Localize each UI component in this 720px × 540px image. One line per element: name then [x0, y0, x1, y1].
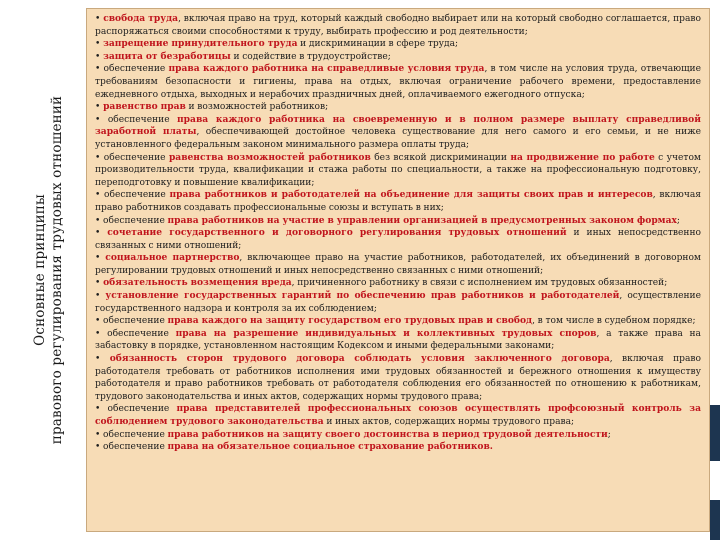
principle-text: , включая право на труд, который каждый свободно выбирает или на который свободно соглашается, право распоряжаться своими способностями к труду, выбирать профессию и род деятельности; [95, 14, 701, 37]
principle-text: и возможностей работников; [185, 102, 329, 113]
decor-block [710, 500, 720, 540]
principle-highlight: права работников на участие в управлении организацией в предусмотренных законом формах [167, 214, 677, 226]
principle-text: • обеспечение [95, 152, 169, 163]
principle-item [95, 403, 701, 428]
principle-text: • обеспечение [95, 442, 168, 453]
principle-text: , включая право работодателя требовать от работников исполнения ими трудовых обязанностей и бережного отношения к имуществу работодателя и право работников требовать от работодателя соблюдения его обязанностей по отношению к работникам, трудового законодательства и иных актов, содержащих нормы трудового права; [95, 354, 701, 402]
principle-text: , в том числе на условия труда, отвечающие требованиям безопасности и гигиены, права на отдых, включая ограничение рабочего времени, предоставление ежедневного отдыха, выходных и нерабочих праздничных дней, оплачиваемого ежегодного отпуска; [95, 64, 701, 100]
principle-text: • [95, 278, 104, 289]
principle-highlight: сочетание государственного и договорного регулирования трудовых отношений [107, 227, 567, 239]
principle-text: , в том числе в судебном порядке; [532, 316, 696, 327]
principle-highlight: права каждого работника на своевременную и в полном размере выплату справедливой заработной платы [95, 113, 701, 138]
principle-text: • обеспечение [95, 404, 177, 415]
principle-item [95, 227, 701, 252]
principle-highlight: права на разрешение индивидуальных и коллективных трудовых споров [175, 327, 597, 339]
principle-item [95, 13, 701, 38]
principle-highlight: равенства возможностей работников [168, 151, 371, 163]
right-edge-decoration [710, 0, 720, 540]
side-title-line-1: Основные принципы [32, 194, 48, 346]
principles-list [95, 13, 701, 454]
principle-item [95, 51, 701, 64]
principle-highlight: права каждого на защиту государством его трудовых прав и свобод [167, 315, 533, 327]
principle-item [95, 315, 701, 328]
principle-highlight: права работников и работодателей на объединение для защиты своих прав и интересов [169, 189, 653, 201]
principle-text: ; [676, 215, 680, 226]
principle-item [95, 290, 701, 315]
principle-text: , обеспечивающей достойное человека существование для него самого и его семьи, и не ниже установленного федеральным законом минимального размера оплаты труда; [95, 127, 701, 150]
principle-item [95, 328, 701, 353]
principle-text: • [95, 39, 104, 50]
principle-text: и иных непосредственно связанных с ними отношений; [95, 228, 701, 251]
principle-item [95, 215, 701, 228]
side-title [18, 20, 80, 520]
principle-highlight: социальное партнерство [105, 252, 240, 264]
principle-highlight: свобода труда [103, 13, 179, 24]
principle-highlight: равенство прав [103, 101, 186, 113]
principle-text: • обеспечение [95, 215, 168, 226]
principle-text: , включающее право на участие работников, работодателей, их объединений в договорном регулировании трудовых отношений и иных непосредственно связанных с ними отношений; [95, 253, 701, 276]
principle-text: и содействие в трудоустройстве; [230, 51, 391, 62]
principle-text: • [95, 51, 104, 62]
principle-text: с учетом производительности труда, квалификации и стажа работы по специальности, а также на профессиональную подготовку, переподготовку и повышение квалификации; [95, 152, 701, 188]
principle-highlight: права работников на защиту своего достоинства в период трудовой деятельности [167, 428, 608, 440]
principle-text: без всякой дискриминации [370, 152, 511, 163]
principle-highlight: права на обязательное социальное страхование работников. [167, 441, 493, 453]
principle-text: • [95, 253, 106, 264]
principle-highlight: на продвижение по работе [510, 151, 655, 163]
principle-text: , включая право работников создавать профессиональные союзы и вступать в них; [95, 190, 702, 213]
principle-item [95, 429, 701, 442]
principle-text: • обеспечение [95, 64, 169, 75]
principle-text: • обеспечение [95, 316, 168, 327]
principle-highlight: запрещение принудительного труда [103, 38, 298, 50]
principle-text: ; [607, 429, 611, 440]
decor-block [710, 405, 720, 461]
principle-text: • обеспечение [95, 429, 168, 440]
principle-item [95, 114, 701, 152]
principle-item [95, 63, 701, 101]
principle-item [95, 152, 701, 190]
principle-item [95, 441, 701, 454]
side-title-line-2: правового регулирования трудовых отношений [49, 95, 65, 445]
principle-item [95, 252, 701, 277]
principles-panel [86, 8, 710, 532]
principle-text: • [95, 291, 106, 302]
principle-highlight: права каждого работника на справедливые условия труда [168, 63, 485, 75]
principle-text: • [95, 102, 104, 113]
principle-text: , причиненного работнику в связи с исполнением им трудовых обязанностей; [291, 278, 668, 289]
principle-text: , а также права на забастовку в порядке, установленном настоящим Кодексом и иными федеральными законами; [95, 328, 701, 352]
principle-item [95, 101, 701, 114]
principle-item [95, 38, 701, 51]
principle-item [95, 353, 701, 403]
principle-text: • [95, 354, 110, 365]
principle-text: и дискриминации в сфере труда; [297, 39, 459, 50]
principle-highlight: обязанность сторон трудового договора соблюдать условия заключенного договора [109, 353, 610, 365]
side-panel [0, 0, 85, 540]
principle-text: • обеспечение [95, 114, 178, 125]
principle-highlight: обязательность возмещения вреда [103, 277, 292, 289]
principle-text: • обеспечение [95, 190, 170, 201]
principle-highlight: права представителей профессиональных союзов осуществлять профсоюзный контроль за соблюдением трудового законодательства [95, 403, 701, 427]
principle-highlight: установление государственных гарантий по обеспечению прав работников и работодателей [105, 290, 620, 302]
principle-item [95, 189, 701, 214]
principle-text: • обеспечение [95, 328, 176, 339]
principle-item [95, 277, 701, 290]
principle-highlight: защита от безработицы [103, 50, 231, 62]
principle-text: • [95, 14, 104, 24]
principle-text: , осуществление государственного надзора и контроля за их соблюдением; [95, 291, 701, 314]
principle-text: и иных актов, содержащих нормы трудового права; [323, 417, 575, 427]
principle-text: • [95, 228, 108, 239]
